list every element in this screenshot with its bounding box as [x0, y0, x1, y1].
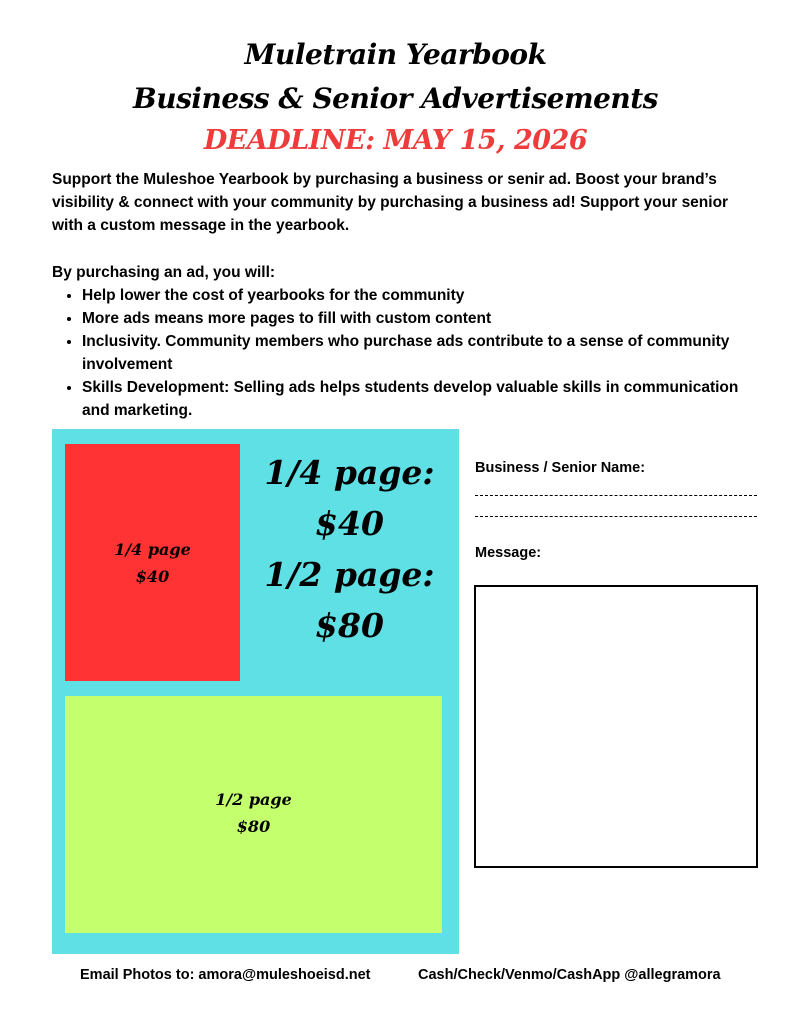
page-subtitle: Business & Senior Advertisements	[133, 82, 658, 115]
quarter-page-price-label: 1/4 page:	[264, 453, 435, 492]
message-box[interactable]	[474, 585, 758, 868]
quarter-box-label: 1/4 page	[114, 540, 191, 559]
half-page-price-value: $80	[315, 606, 384, 645]
benefit-item: • Help lower the cost of yearbooks for the community	[82, 284, 752, 307]
name-field-label: Business / Senior Name:	[475, 460, 646, 476]
deadline-heading: DEADLINE: MAY 15, 2026	[203, 125, 588, 156]
quarter-box-price: $40	[135, 567, 170, 586]
benefits-lead: By purchasing an ad, you will:	[52, 264, 276, 281]
intro-paragraph: Support the Muleshoe Yearbook by purchasing a business or senir ad. Boost your brand’s visibility & connect with your community by purchasing a business ad! Support your senior with a custom message in the yearbook.	[52, 171, 729, 234]
quarter-page-price-value: $40	[315, 504, 384, 543]
half-page-ad-box	[65, 696, 442, 933]
yearbook-title: Muletrain Yearbook	[244, 38, 547, 71]
payment-footer: Cash/Check/Venmo/CashApp @allegramora	[418, 967, 721, 983]
name-line[interactable]	[475, 495, 757, 496]
half-page-price-label: 1/2 page:	[264, 555, 435, 594]
email-footer: Email Photos to: amora@muleshoeisd.net	[80, 967, 371, 983]
quarter-page-ad-box	[65, 444, 240, 681]
benefits-list	[52, 284, 752, 422]
name-line[interactable]	[475, 516, 757, 517]
half-box-label: 1/2 page	[215, 790, 292, 809]
ad-size-panel	[52, 429, 459, 954]
benefit-item: • More ads means more pages to fill with custom content	[82, 307, 752, 330]
message-field-label: Message:	[475, 545, 542, 561]
benefit-item: • Inclusivity. Community members who purchase ads contribute to a sense of community involvement	[82, 330, 752, 376]
benefit-item: • Skills Development: Selling ads helps students develop valuable skills in communication and marketing.	[82, 376, 752, 422]
half-box-price: $80	[236, 817, 271, 836]
